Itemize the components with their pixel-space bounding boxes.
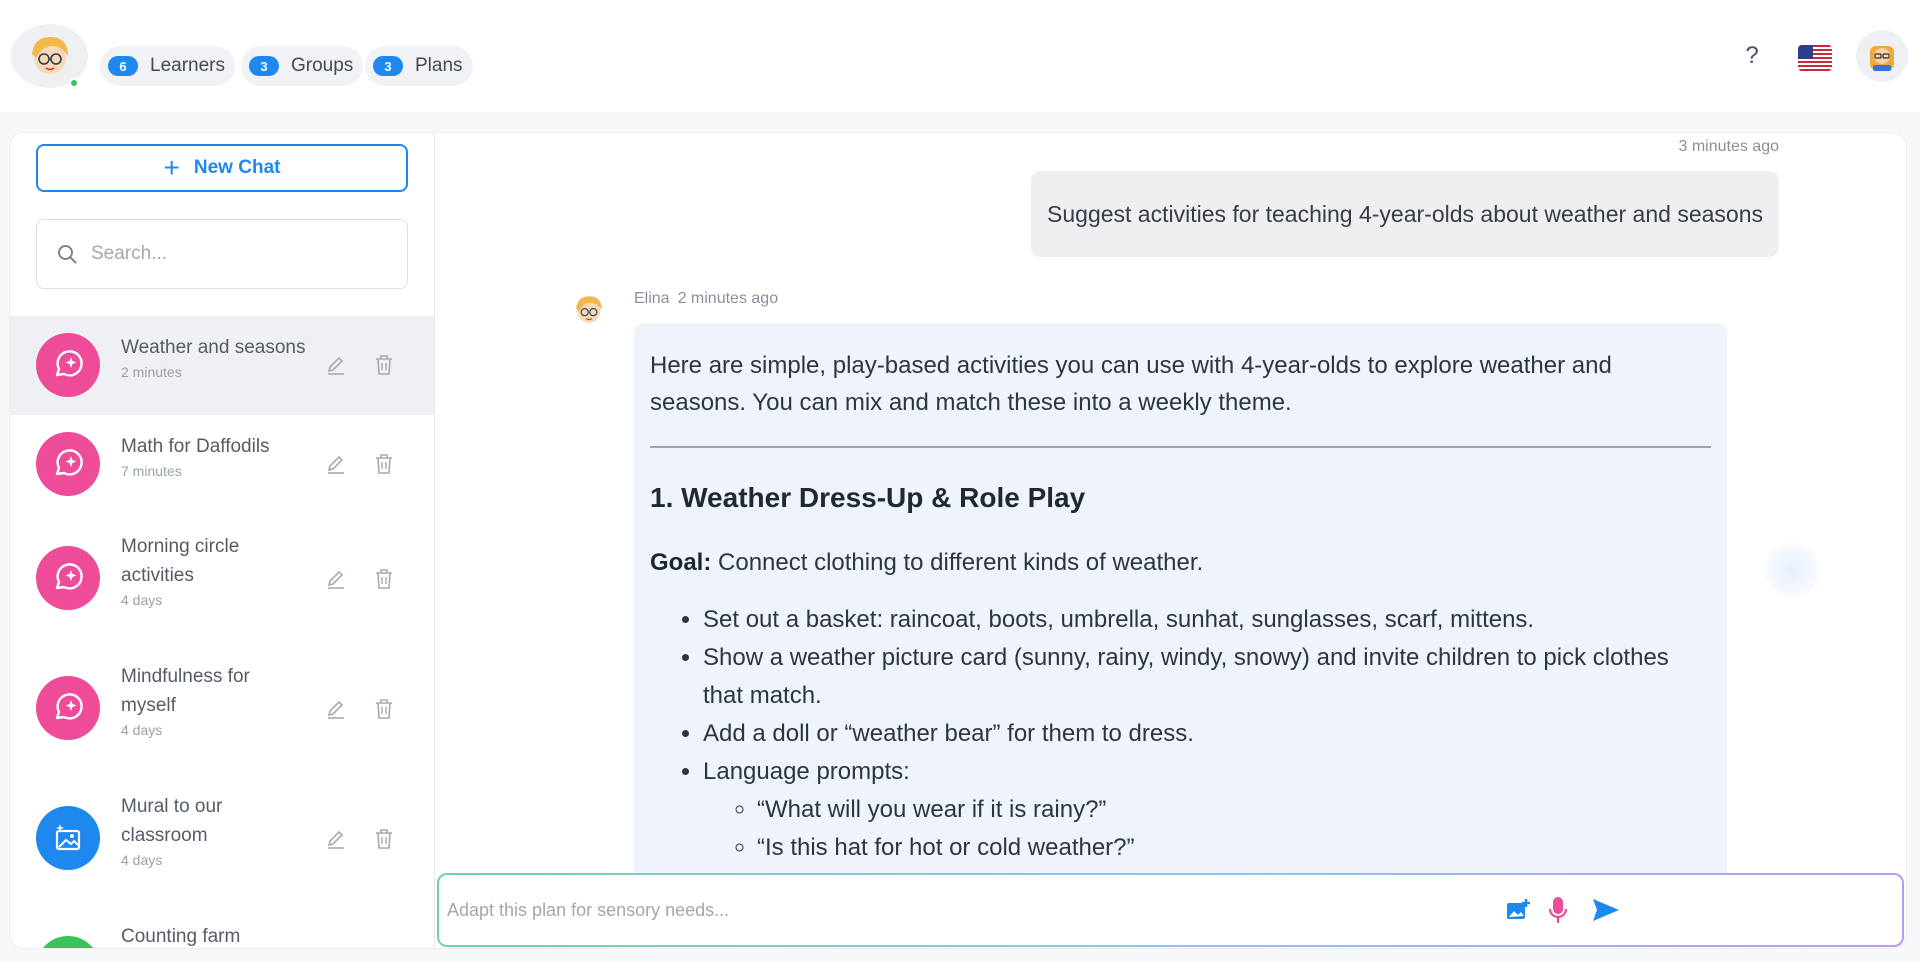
chat-title: Morning circle activities: [121, 536, 240, 586]
user-message-bubble: [1031, 171, 1779, 257]
chat-item-morning-circle-activities[interactable]: [10, 514, 435, 644]
edit-icon[interactable]: [323, 826, 349, 852]
list-item: • Add a doll or “weather bear” for them to dress.: [703, 715, 1711, 753]
activity-list: [650, 601, 1711, 867]
main-card: [10, 133, 1906, 948]
user-message-text: Suggest activities for teaching 4-year-olds about weather and seasons: [1047, 200, 1763, 227]
goal-line: [650, 549, 1711, 577]
scroll-to-bottom-button[interactable]: [1765, 543, 1819, 597]
elina-avatar-icon: [22, 28, 78, 84]
conversation-panel: [435, 133, 1906, 948]
top-bar: [0, 0, 1920, 112]
elina-avatar-icon: [568, 289, 610, 331]
user-avatar[interactable]: [1856, 30, 1908, 82]
goal-text: Connect clothing to different kinds of weather.: [711, 549, 1204, 576]
chat-time: 7 minutes: [121, 463, 182, 479]
reply-time: 2 minutes ago: [677, 290, 779, 307]
search-input[interactable]: [91, 243, 391, 265]
chat-time: 4 days: [121, 852, 163, 868]
new-chat-button[interactable]: [36, 144, 408, 192]
trash-icon[interactable]: [371, 696, 397, 722]
chat-title: Math for Daffodils: [121, 436, 270, 457]
edit-icon[interactable]: [323, 451, 349, 477]
chat-time: 2 minutes: [121, 364, 182, 380]
send-icon[interactable]: [1591, 895, 1621, 925]
list-item: • Set out a basket: raincoat, boots, umbrella, sunhat, sunglasses, scarf, mittens.: [703, 601, 1711, 639]
online-status-dot: [69, 78, 79, 88]
prompt-sublist: [703, 791, 1711, 867]
trash-icon[interactable]: [371, 352, 397, 378]
add-image-icon[interactable]: [1503, 895, 1533, 925]
sparkle-image-icon: [36, 806, 100, 870]
microphone-icon[interactable]: [1543, 895, 1573, 925]
chat-item-mural-to-our-classroom[interactable]: [10, 774, 435, 904]
chat-icon: [36, 936, 100, 948]
groups-pill[interactable]: [241, 46, 363, 86]
list-item-language-prompts: [703, 753, 1711, 867]
list-item: • Show a weather picture card (sunny, rainy, windy, snowy) and invite children to pick clothes that match.: [703, 639, 1711, 715]
chat-title: Mural to our classroom: [121, 796, 223, 846]
activity-heading: 1. Weather Dress-Up & Role Play: [650, 482, 1086, 513]
sparkle-chat-icon: [36, 432, 100, 496]
us-flag-icon[interactable]: [1798, 45, 1832, 71]
chat-time: 4 days: [121, 722, 163, 738]
sub-list-item: ◦ “What will you wear if it is rainy?”: [757, 791, 1711, 829]
edit-icon[interactable]: [323, 566, 349, 592]
reply-author: Elina: [634, 290, 670, 307]
plans-count-badge: 3: [373, 56, 403, 76]
teacher-avatar-icon: [1864, 38, 1900, 74]
sparkle-chat-icon: [36, 333, 100, 397]
edit-icon[interactable]: [323, 696, 349, 722]
sub-list-item: ◦ “Is this hat for hot or cold weather?”: [757, 829, 1711, 867]
chat-title: Weather and seasons: [121, 337, 306, 358]
trash-icon[interactable]: [371, 566, 397, 592]
learners-pill[interactable]: [100, 46, 235, 86]
chat-sidebar: [10, 133, 435, 948]
trash-icon[interactable]: [371, 826, 397, 852]
chat-item-mindfulness-for-myself[interactable]: [10, 644, 435, 774]
reply-intro: Here are simple, play-based activities you can use with 4-year-olds to explore weather and seasons. You can mix and match these into a weekly theme.: [650, 352, 1612, 416]
help-button[interactable]: ?: [1745, 42, 1759, 69]
assistant-message-bubble: [634, 323, 1727, 883]
edit-icon[interactable]: [323, 352, 349, 378]
learners-label: Learners: [150, 55, 225, 76]
new-chat-label: New Chat: [193, 157, 281, 178]
sparkle-chat-icon: [36, 546, 100, 610]
message-composer: [437, 873, 1904, 947]
chat-time: 4 days: [121, 592, 163, 608]
groups-count-badge: 3: [249, 56, 279, 76]
chat-item-counting-farm[interactable]: [10, 904, 435, 948]
learners-count-badge: 6: [108, 56, 138, 76]
sent-message-time: 3 minutes ago: [1678, 138, 1779, 155]
chat-list: [10, 316, 435, 948]
chat-title: Mindfulness for myself: [121, 666, 250, 716]
chat-item-weather-and-seasons[interactable]: [10, 316, 435, 415]
search-box[interactable]: [36, 219, 408, 289]
plans-pill[interactable]: [365, 46, 473, 86]
chat-title: Counting farm: [121, 926, 241, 947]
divider: [650, 446, 1711, 448]
sparkle-chat-icon: [36, 676, 100, 740]
goal-label: Goal:: [650, 549, 712, 576]
reply-meta: [634, 290, 778, 308]
chat-item-math-for-daffodils[interactable]: [10, 415, 435, 514]
groups-label: Groups: [291, 55, 354, 76]
plans-label: Plans: [415, 55, 463, 76]
plus-icon: +: [163, 152, 180, 183]
list-item-text: Language prompts:: [703, 758, 910, 785]
search-icon: [57, 244, 77, 264]
trash-icon[interactable]: [371, 451, 397, 477]
